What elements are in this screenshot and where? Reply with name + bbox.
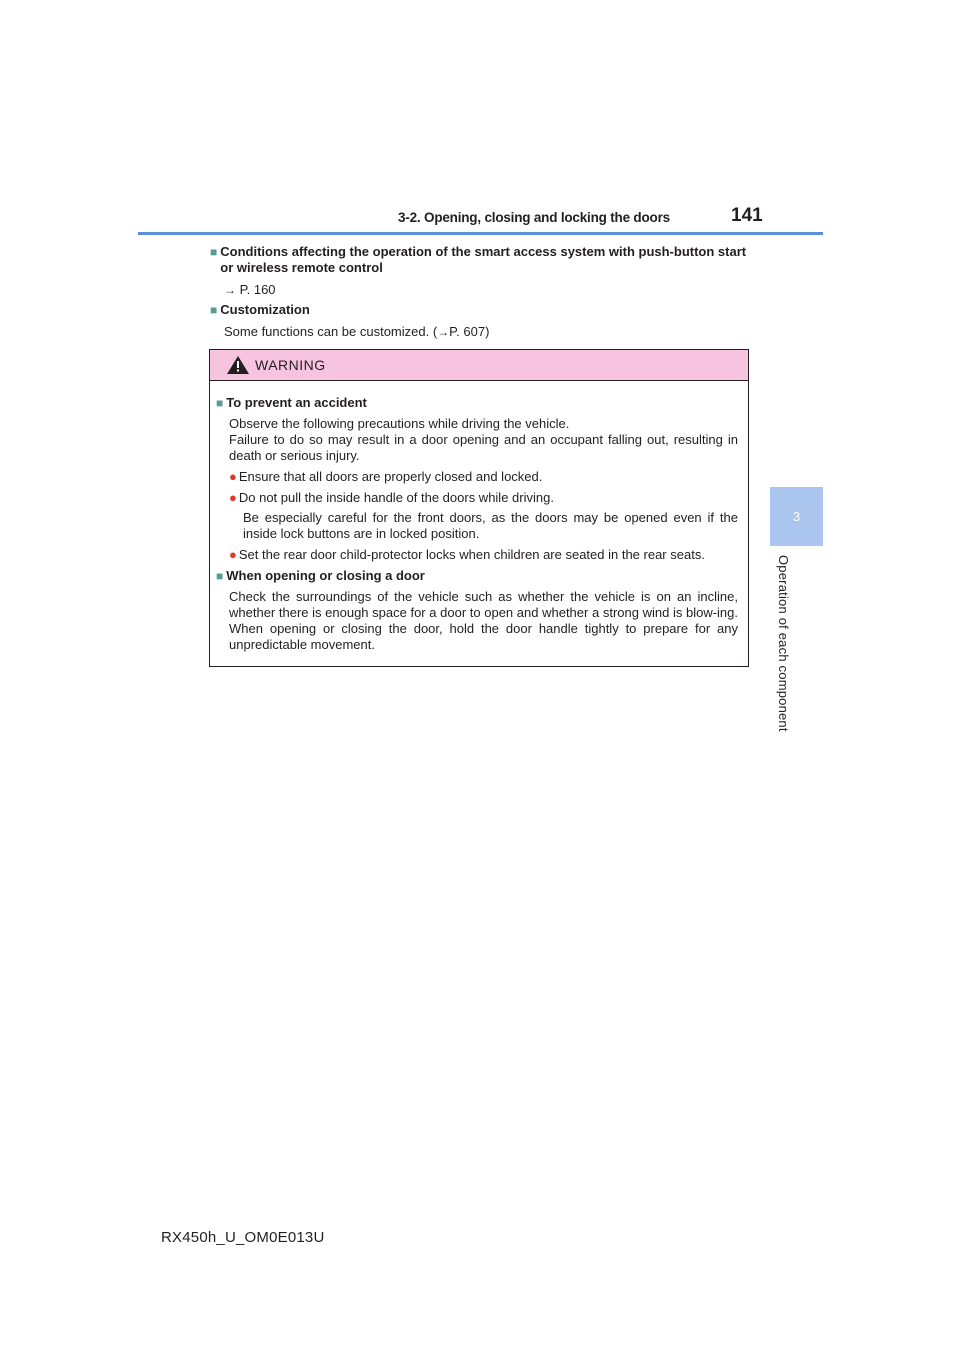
arrow-right-icon: →	[437, 325, 450, 339]
page-reference-link[interactable]: P. 160	[239, 282, 276, 297]
note-title: Customization	[220, 302, 310, 317]
chapter-tab[interactable]	[770, 487, 823, 546]
note-text: Some functions can be customized. (	[224, 324, 438, 339]
document-code: RX450h_U_OM0E013U	[161, 1229, 325, 1246]
square-bullet-icon: ■	[216, 396, 224, 410]
note-title: Conditions affecting the operation of the smart access system with push-button start or wireless remote control	[220, 244, 747, 275]
chapter-label: Operation of each component	[776, 555, 791, 732]
bullet-dot-icon: ●	[229, 469, 237, 484]
bullet-text: Ensure that all doors are properly closed and locked.	[238, 469, 543, 484]
chapter-number: 3	[792, 509, 801, 524]
bullet-dot-icon: ●	[229, 547, 237, 562]
bullet-text: Do not pull the inside handle of the doors while driving.	[238, 490, 554, 505]
section-title: 3-2. Opening, closing and locking the doors	[398, 210, 670, 225]
square-bullet-icon: ■	[210, 303, 218, 317]
note-customization	[210, 302, 755, 340]
arrow-right-icon: →	[224, 283, 236, 297]
square-bullet-icon: ■	[216, 569, 224, 583]
bullet-text: Set the rear door child-protector locks when children are seated in the rear seats.	[238, 547, 705, 562]
header-rule	[138, 232, 823, 235]
page-number: 141	[731, 205, 763, 226]
warning-text: Observe the following precautions while driving the vehicle.	[229, 416, 570, 431]
warning-label: WARNING	[255, 357, 326, 373]
square-bullet-icon: ■	[210, 245, 218, 259]
warning-header	[210, 350, 748, 381]
note-conditions	[210, 244, 755, 298]
warning-box	[209, 349, 749, 667]
bullet-dot-icon: ●	[229, 490, 237, 505]
warning-text: Check the surroundings of the vehicle such as whether the vehicle is on an incline, whether there is enough space for a door to open and whether a strong wind is blow-ing. When opening or closing the door, hold the door handle tightly to prepare for any unpredictable movement.	[229, 589, 738, 652]
page-reference-link[interactable]: P. 607)	[449, 324, 490, 339]
bullet-subtext: Be especially careful for the front doors, as the doors may be opened even if the inside lock buttons are in locked position.	[243, 510, 738, 541]
warning-bullet	[229, 469, 738, 485]
warning-subtitle: When opening or closing a door	[226, 568, 425, 583]
warning-subtitle: To prevent an accident	[226, 395, 367, 410]
warning-text: Failure to do so may result in a door opening and an occupant falling out, resulting in death or serious injury.	[229, 432, 738, 463]
warning-bullet	[229, 547, 738, 563]
warning-triangle-icon	[226, 355, 250, 375]
warning-bullet	[229, 490, 738, 506]
